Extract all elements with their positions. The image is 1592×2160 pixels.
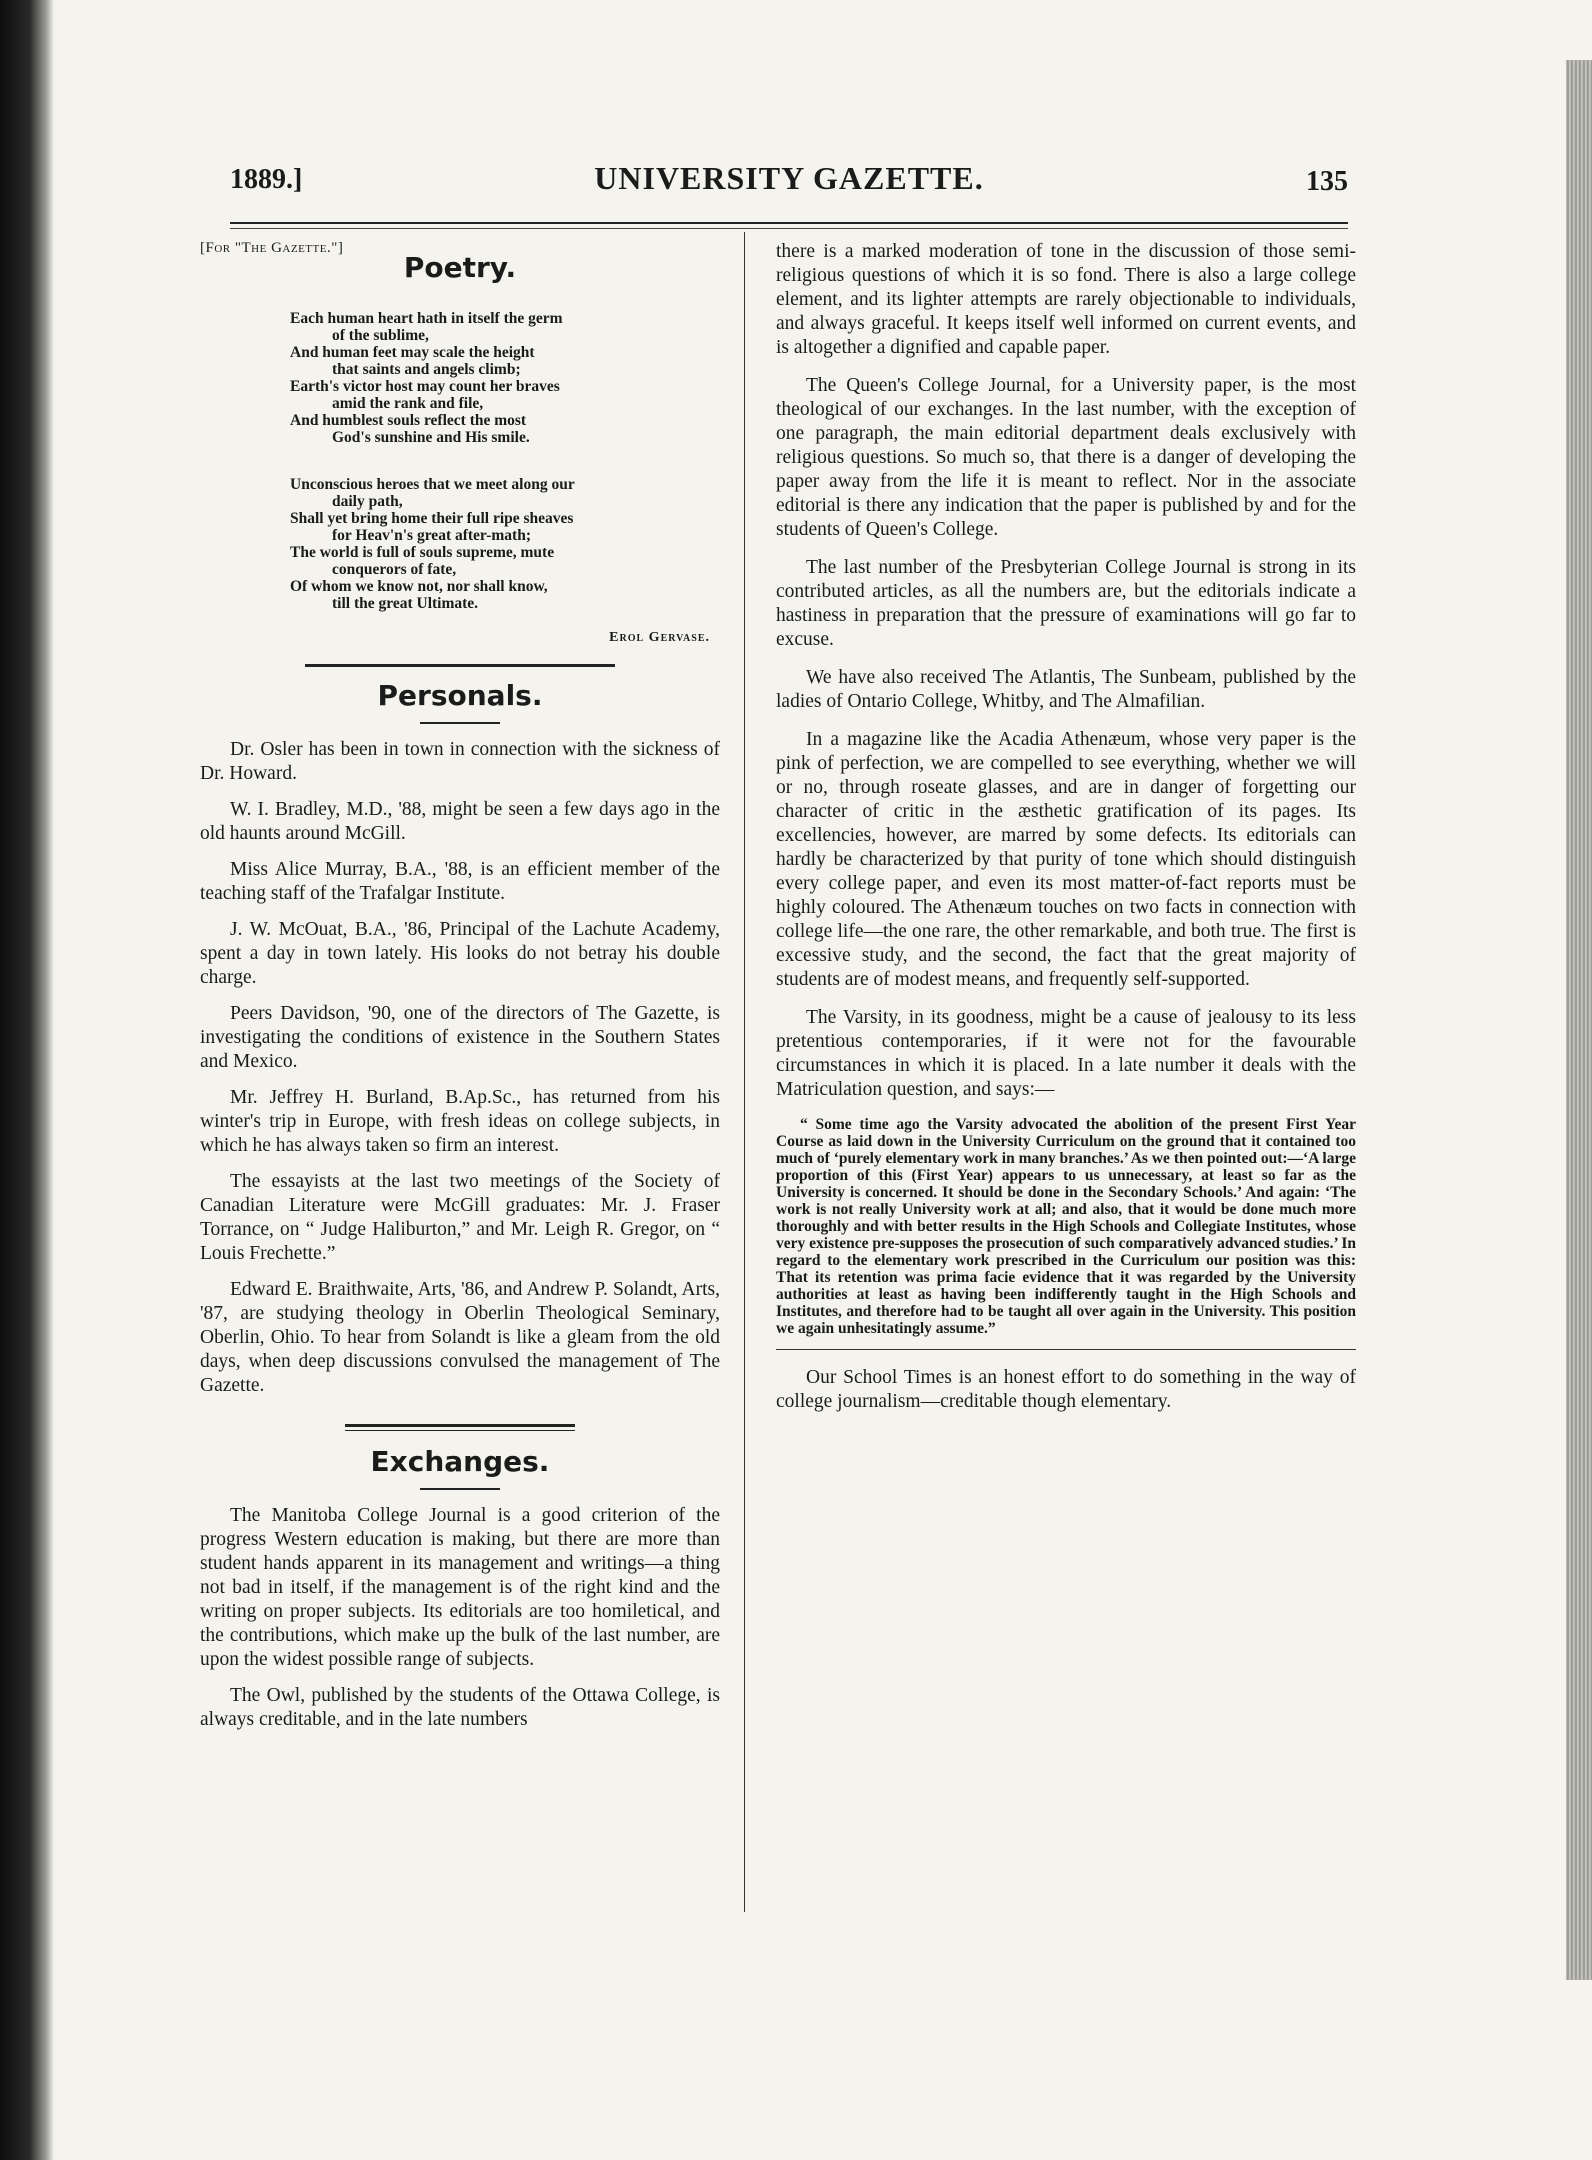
section-rule bbox=[305, 664, 615, 667]
header-rule bbox=[230, 222, 1348, 224]
header-title: UNIVERSITY GAZETTE. bbox=[594, 160, 984, 196]
exchanges-paragraph: The Varsity, in its goodness, might be a cause of jealousy to its less pretentious contemporaries, if it were not for the favourable circumstances in which it is placed. In a late number it deals with the Matriculation question, and says:— bbox=[776, 1007, 1356, 1100]
personals-paragraph: Miss Alice Murray, B.A., '88, is an efficient member of the teaching staff of the Trafalgar Institute. bbox=[200, 859, 720, 904]
page-fore-edge bbox=[1566, 60, 1592, 1980]
poem-line: till the great Ultimate. bbox=[332, 595, 479, 612]
poem-line: Shall yet bring home their full ripe sheaves bbox=[290, 510, 574, 527]
poem-author: Erol Gervase. bbox=[609, 630, 710, 645]
poem-line: Unconscious heroes that we meet along our bbox=[290, 476, 575, 493]
poem-line: for Heav'n's great after-math; bbox=[332, 527, 532, 544]
header-page-number: 135 bbox=[1306, 166, 1348, 197]
right-column bbox=[776, 240, 1356, 1428]
poem-line: daily path, bbox=[332, 493, 403, 510]
personals-paragraph: Mr. Jeffrey H. Burland, B.Ap.Sc., has returned from his winter's trip in Europe, with fresh ideas on college subjects, in which he has always taken so firm an interest. bbox=[200, 1087, 720, 1156]
poem-line: of the sublime, bbox=[332, 327, 429, 344]
exchanges-paragraph: We have also received The Atlantis, The Sunbeam, published by the ladies of Ontario College, Whitby, and The Almafilian. bbox=[776, 667, 1356, 712]
exchanges-paragraph: The last number of the Presbyterian College Journal is strong in its contributed articles, as all the numbers are, but the editorials indicate a hastiness in preparation that the pressure of examinations will go far to excuse. bbox=[776, 557, 1356, 650]
poem-line: And human feet may scale the height bbox=[290, 344, 535, 361]
exchanges-closing-paragraph: Our School Times is an honest effort to do something in the way of college journalism—creditable though elementary. bbox=[776, 1367, 1356, 1412]
personals-paragraph: Peers Davidson, '90, one of the directors of The Gazette, is investigating the conditions of existence in the Southern States and Mexico. bbox=[200, 1003, 720, 1072]
varsity-quotation: “ Some time ago the Varsity advocated the abolition of the present First Year Course as laid down in the University Curriculum on the ground that it contained too much of ‘purely elementary work in many branches.’ As we then pointed out:—‘A large proportion of this (First Year) appears to us unnecessary, at least so far as the University is concerned. It should be done in the Secondary Schools.’ And again: ‘The work is not really University work at all; and also, that it would be done much more thoroughly and with better results in the High Schools and Collegiate Institutes, whose very existence pre-supposes the prosecution of such comparatively advanced studies.’ In regard to the elementary work prescribed in the Curriculum our position was this: That its retention was prima facie evidence that it was regarded by the University authorities at least as having been indifferently taught in the High Schools and Institutes, and therefore had to be taught all over again in the University. This position we again unhesitatingly assume.” bbox=[776, 1116, 1356, 1337]
personals-paragraph: Edward E. Braithwaite, Arts, '86, and Andrew P. Solandt, Arts, '87, are studying theology in Oberlin Theological Seminary, Oberlin, Ohio. To hear from Solandt is like a gleam from the old days, when deep discussions convulsed the management of The Gazette. bbox=[200, 1279, 720, 1396]
header-rule-thin bbox=[230, 228, 1348, 229]
poem-line: that saints and angels climb; bbox=[332, 361, 521, 378]
header-year: 1889.] bbox=[230, 164, 303, 195]
column-divider bbox=[744, 232, 745, 1912]
personals-paragraph: W. I. Bradley, M.D., '88, might be seen a few days ago in the old haunts around McGill. bbox=[200, 799, 720, 844]
poetry-title: Poetry. bbox=[403, 251, 517, 284]
poem-line: conquerors of fate, bbox=[332, 561, 457, 578]
poem-line: The world is full of souls supreme, mute bbox=[290, 544, 555, 561]
section-double-rule bbox=[345, 1424, 575, 1431]
poem-line: Earth's victor host may count her braves bbox=[290, 378, 560, 395]
book-binding-edge bbox=[0, 0, 54, 2160]
exchanges-paragraph: The Owl, published by the students of the Ottawa College, is always creditable, and in the late numbers bbox=[200, 1685, 720, 1730]
poetry-credit: [For "The Gazette."] bbox=[200, 240, 344, 256]
title-underline bbox=[420, 1488, 500, 1490]
quote-rule bbox=[776, 1349, 1356, 1350]
poem-line: And humblest souls reflect the most bbox=[290, 412, 527, 429]
poem-line: Of whom we know not, nor shall know, bbox=[290, 578, 548, 595]
poem-line: amid the rank and file, bbox=[332, 395, 484, 412]
exchanges-paragraph: In a magazine like the Acadia Athenæum, whose very paper is the pink of perfection, we are compelled to see everything, whether we will or no, through roseate glasses, and are in danger of forgetting our character of critic in the æsthetic gratification of its pages. Its excellencies, however, are marred by some defects. Its editorials can hardly be characterized by that purity of tone which should distinguish every college paper, and even its most matter-of-fact reports must be highly coloured. The Athenæum touches on two facts in connection with college life—the one rare, the other remarkable, and both true. The first is excessive study, and the second, the fact that the great majority of students are of modest means, and frequently self-supported. bbox=[776, 729, 1356, 990]
title-underline bbox=[420, 722, 500, 724]
exchanges-paragraph: The Manitoba College Journal is a good criterion of the progress Western education is making, but there are more than student hands apparent in its management and writings—a thing not bad in itself, if the management is of the right kind and the writing on proper subjects. Its editorials are too homiletical, and the contributions, which make up the bulk of the last number, are upon the widest possible range of subjects. bbox=[200, 1505, 720, 1670]
left-column bbox=[200, 240, 720, 1744]
personals-paragraph: Dr. Osler has been in town in connection with the sickness of Dr. Howard. bbox=[200, 739, 720, 784]
exchanges-paragraph: The Queen's College Journal, for a University paper, is the most theological of our exchanges. In the last number, with the exception of one paragraph, the main editorial department deals exclusively with religious questions. So much so, that there is a danger of developing the paper away from the life it is meant to reflect. Nor in the associate editorial is there any indication that the paper is published by and for the students of Queen's College. bbox=[776, 375, 1356, 540]
exchanges-title: Exchanges. bbox=[370, 1445, 550, 1478]
personals-paragraph: J. W. McOuat, B.A., '86, Principal of the Lachute Academy, spent a day in town lately. His looks do not betray his double charge. bbox=[200, 919, 720, 988]
poem-line: Each human heart hath in itself the germ bbox=[290, 310, 563, 327]
poem-stanza-2 bbox=[290, 476, 720, 612]
personals-paragraph: The essayists at the last two meetings of the Society of Canadian Literature were McGill graduates: Mr. J. Fraser Torrance, on “ Judge Haliburton,” and Mr. Leigh R. Gregor, on “ Louis Frechette.” bbox=[200, 1171, 720, 1264]
running-head bbox=[230, 158, 1348, 208]
poem-stanza-1 bbox=[290, 310, 720, 446]
poem bbox=[290, 310, 720, 612]
poem-line: God's sunshine and His smile. bbox=[332, 429, 530, 446]
gazette-page bbox=[150, 0, 1356, 2160]
exchanges-paragraph: there is a marked moderation of tone in the discussion of those semi-religious questions of which it is so fond. There is also a large college element, and its lighter attempts are rarely objectionable to individuals, and always graceful. It keeps itself well informed on current events, and is altogether a dignified and capable paper. bbox=[776, 241, 1356, 358]
personals-title: Personals. bbox=[377, 679, 543, 712]
